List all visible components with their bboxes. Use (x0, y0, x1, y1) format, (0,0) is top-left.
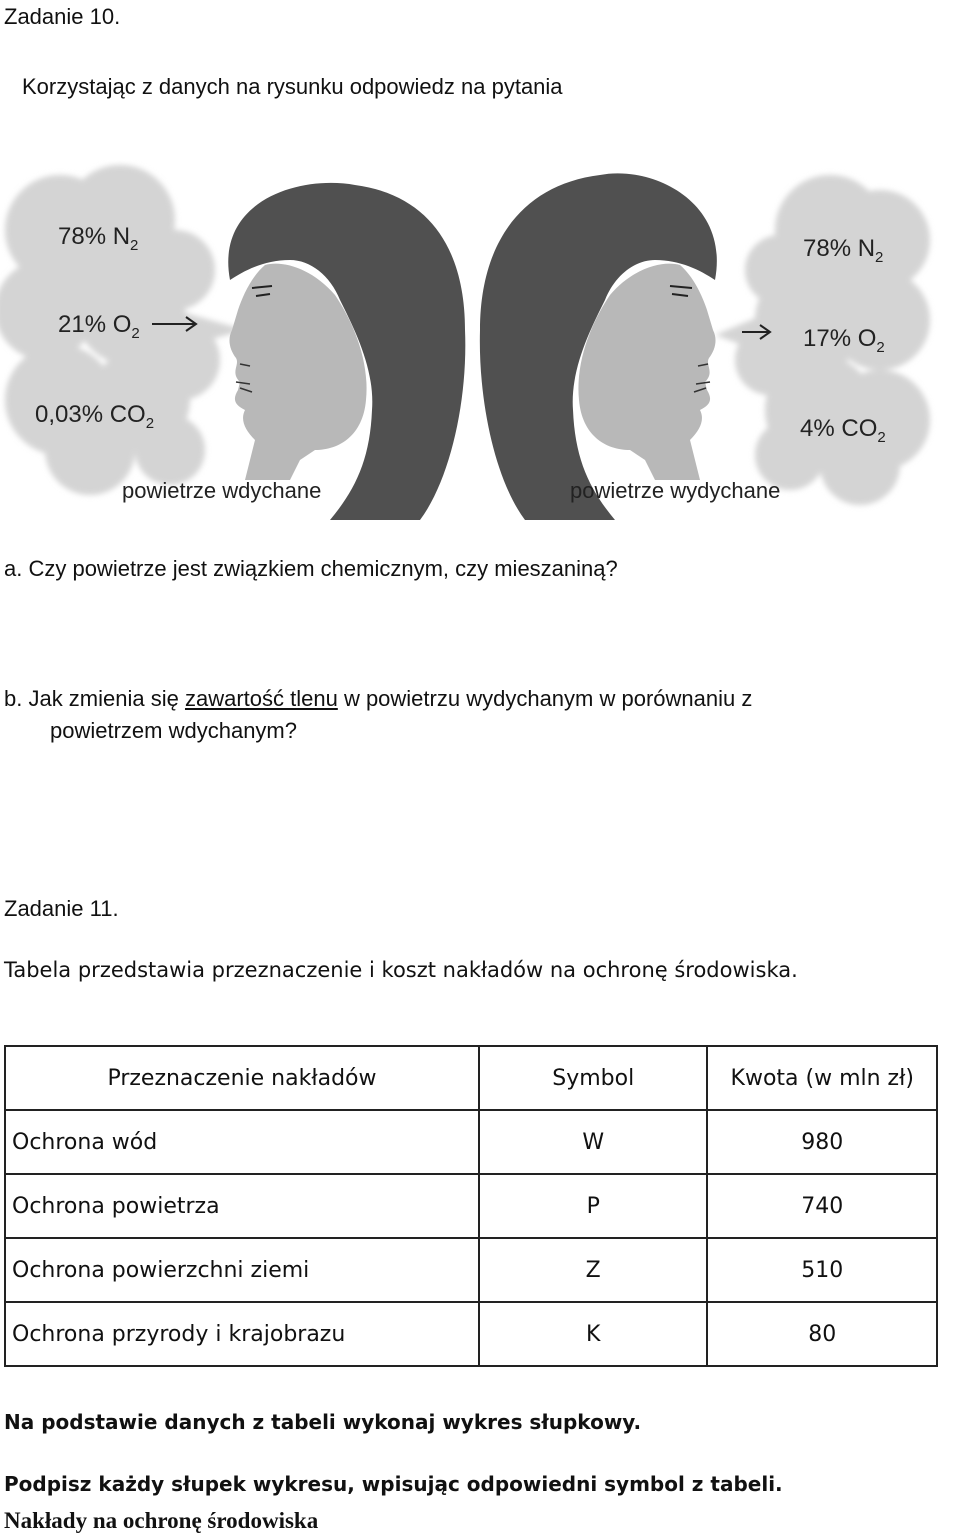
question-b-suffix: w powietrzu wydychanym w porównaniu z (337, 686, 753, 711)
question-b-underlined: zawartość tlenu (184, 686, 338, 711)
table-header-row (5, 1046, 937, 1110)
table-row (5, 1238, 937, 1302)
exhaled-caption: powietrze wydychane (570, 478, 781, 503)
task10-title: Zadanie 10. (4, 4, 121, 29)
cell-purpose: Ochrona powierzchni ziemi (5, 1238, 479, 1302)
table-row (5, 1174, 937, 1238)
question-b-line2: powietrzem wdychanym? (50, 718, 297, 743)
expenditure-table (4, 1045, 938, 1367)
cell-symbol: K (479, 1302, 708, 1366)
cell-symbol: P (479, 1174, 708, 1238)
question-b-line1 (4, 686, 752, 712)
cell-purpose: Ochrona przyrody i krajobrazu (5, 1302, 479, 1366)
task11-instruction-1: Na podstawie danych z tabeli wykonaj wykres słupkowy. (4, 1410, 642, 1434)
task11-instruction-2: Podpisz każdy słupek wykresu, wpisując odpowiedni symbol z tabeli. (4, 1472, 783, 1496)
cell-purpose: Ochrona wód (5, 1110, 479, 1174)
question-a: a. Czy powietrze jest związkiem chemicznym, czy mieszaniną? (4, 556, 618, 581)
task10-instruction: Korzystając z danych na rysunku odpowiedz na pytania (22, 74, 563, 99)
cell-amount: 980 (707, 1110, 937, 1174)
cell-purpose: Ochrona powietrza (5, 1174, 479, 1238)
exhaled-n2-label: 78% $N_2$ (803, 235, 884, 266)
inhaled-o2-label: 21% $O_2$ (58, 311, 140, 342)
cell-symbol: W (479, 1110, 708, 1174)
inhaled-n2-label: 78% $N_2$ (58, 223, 139, 254)
header-amount: Kwota (w mln zł) (707, 1046, 937, 1110)
task11-title: Zadanie 11. (4, 896, 119, 921)
inhaled-caption: powietrze wdychane (122, 478, 322, 503)
header-purpose: Przeznaczenie nakładów (5, 1046, 479, 1110)
right-head (480, 173, 717, 520)
left-head (228, 183, 465, 520)
header-symbol: Symbol (479, 1046, 708, 1110)
task11-intro: Tabela przedstawia przeznaczenie i koszt nakładów na ochronę środowiska. (4, 958, 798, 982)
breathing-figure (0, 160, 960, 520)
cell-amount: 740 (707, 1174, 937, 1238)
question-b-prefix: b. Jak zmienia się (4, 686, 185, 711)
cell-amount: 80 (707, 1302, 937, 1366)
table-row (5, 1302, 937, 1366)
table-row (5, 1110, 937, 1174)
inhaled-co2-label: 0,03% $CO_2$ (35, 401, 155, 432)
exhaled-co2-label: 4% $CO_2$ (800, 415, 886, 446)
cell-symbol: Z (479, 1238, 708, 1302)
chart-title: Nakłady na ochronę środowiska (4, 1508, 319, 1533)
cell-amount: 510 (707, 1238, 937, 1302)
exhaled-o2-label: 17% $O_2$ (803, 325, 885, 356)
